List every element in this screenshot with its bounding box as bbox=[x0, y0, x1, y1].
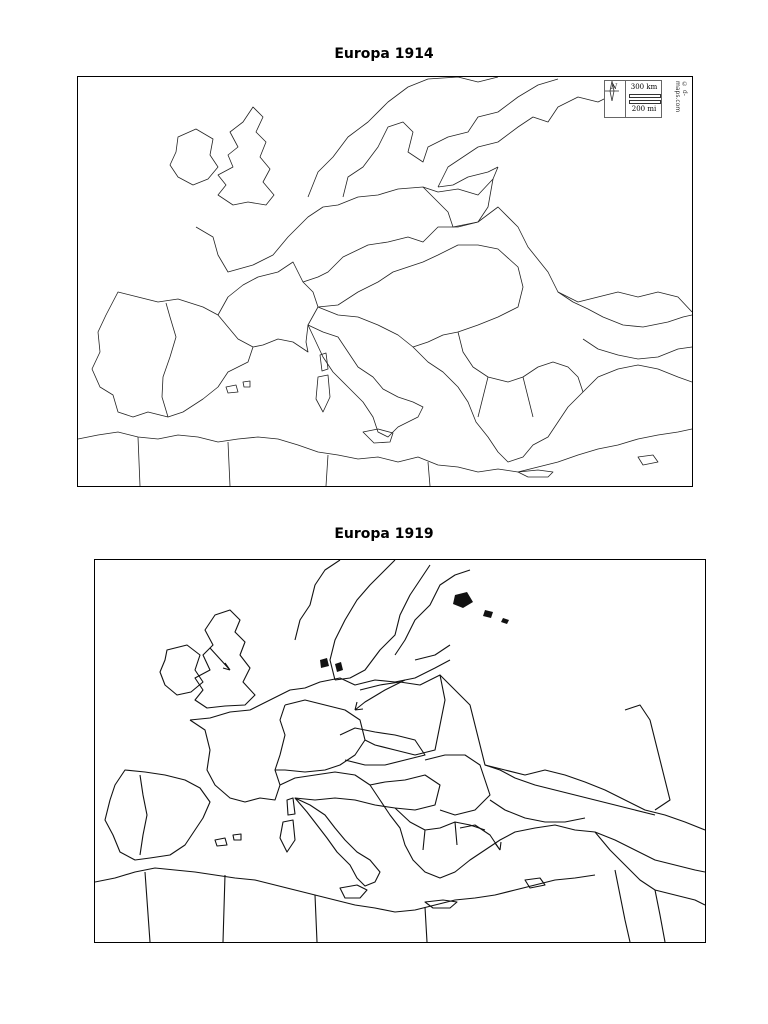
africa-borders bbox=[145, 872, 427, 942]
corsica bbox=[287, 798, 295, 815]
russia-border bbox=[440, 675, 705, 830]
great-britain-coast bbox=[218, 107, 274, 205]
caspian-outline bbox=[625, 705, 670, 810]
iberia-border bbox=[162, 303, 176, 417]
map-1919-outlines bbox=[95, 560, 705, 942]
scale-label-mi: 200 mi bbox=[631, 105, 657, 113]
north-africa-borders bbox=[138, 437, 430, 486]
middle-east-borders bbox=[595, 832, 705, 942]
ireland-coast bbox=[170, 129, 218, 185]
ireland-coast bbox=[160, 645, 203, 695]
scale-bar-km bbox=[629, 94, 661, 98]
italy-coast bbox=[295, 798, 380, 886]
map-europe-1914 bbox=[77, 76, 693, 487]
legend-divider bbox=[625, 81, 626, 117]
balkans-coast bbox=[370, 785, 705, 878]
scandinavia-coast bbox=[308, 77, 558, 197]
map-title-1919: Europa 1919 bbox=[334, 526, 434, 542]
continent-coast bbox=[196, 167, 498, 272]
arrow-turkey bbox=[460, 825, 501, 850]
sardinia bbox=[280, 820, 295, 852]
map-legend bbox=[604, 80, 662, 118]
iberia-border bbox=[140, 775, 147, 855]
black-sea-coast bbox=[485, 765, 655, 822]
arrow-britain bbox=[210, 648, 230, 670]
finland-outline bbox=[395, 570, 470, 660]
balkans-borders bbox=[395, 808, 485, 850]
north-label: N bbox=[611, 83, 618, 91]
iberia-coast bbox=[105, 770, 210, 860]
austria-hungary-borders bbox=[280, 772, 440, 810]
sicily bbox=[340, 885, 367, 898]
balearic-islands bbox=[226, 381, 250, 393]
north-africa-coast bbox=[95, 868, 595, 912]
italy-coast bbox=[308, 325, 423, 437]
compass-rose-icon bbox=[605, 81, 619, 101]
norway-coast bbox=[295, 560, 395, 680]
austria-hungary-border bbox=[318, 245, 523, 347]
baltic-islands-fill bbox=[453, 592, 509, 624]
poland-border bbox=[360, 675, 445, 755]
balkans-borders bbox=[458, 332, 583, 417]
map-title-1914: Europa 1914 bbox=[334, 46, 434, 62]
map-credit: © d-maps.com bbox=[674, 81, 688, 113]
cyprus bbox=[638, 455, 658, 465]
france-border bbox=[190, 705, 285, 802]
russia-border bbox=[423, 187, 692, 312]
corsica bbox=[320, 353, 328, 371]
sweden-outline bbox=[335, 565, 430, 680]
scale-label-km: 300 km bbox=[630, 83, 658, 91]
scale-bar-mi bbox=[629, 100, 661, 104]
france-border bbox=[218, 262, 318, 352]
balkans-coast bbox=[413, 347, 692, 462]
germany-border bbox=[303, 179, 493, 282]
iberia-coast bbox=[92, 292, 253, 417]
balearic-islands bbox=[215, 834, 241, 846]
map-europe-1919 bbox=[94, 559, 706, 943]
great-britain-coast bbox=[195, 610, 255, 708]
map-1914-outlines bbox=[78, 77, 692, 486]
romania-border bbox=[425, 755, 490, 815]
sardinia bbox=[316, 375, 330, 412]
